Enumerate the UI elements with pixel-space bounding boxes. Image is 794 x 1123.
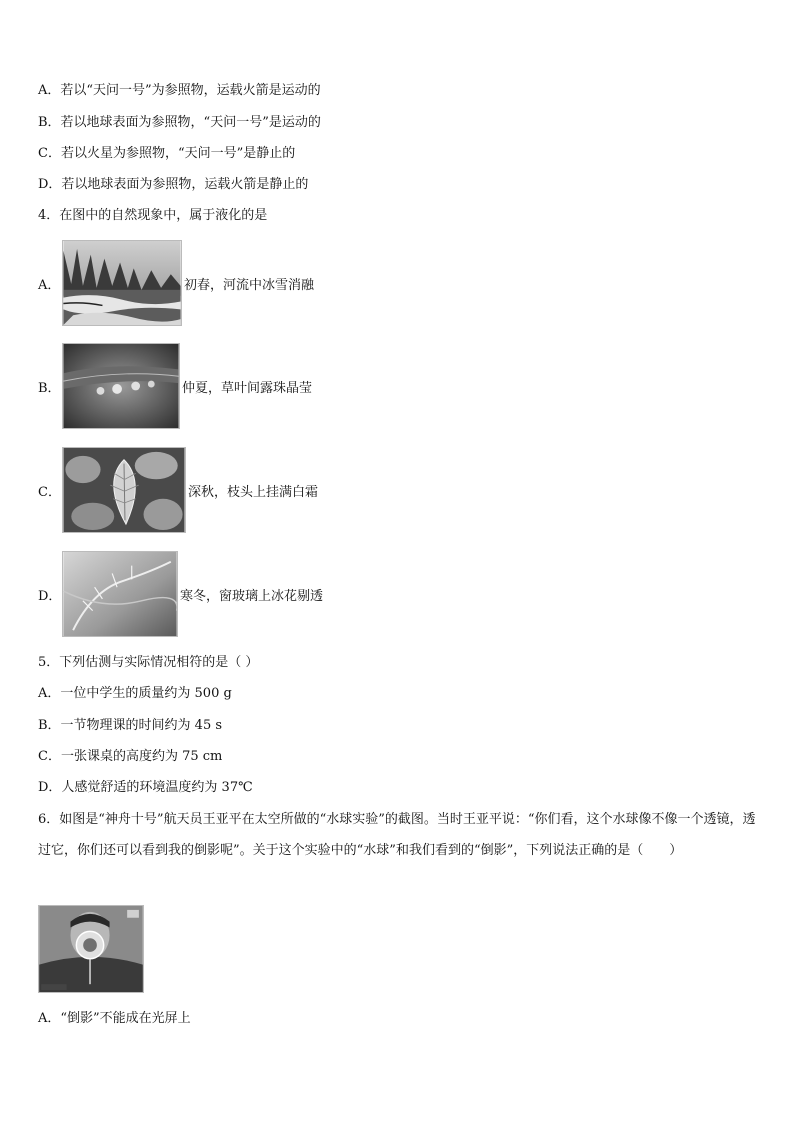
q4-option-a-label: A．: [38, 277, 61, 293]
q5-option-c: C．一张课桌的高度约为 75 cm: [38, 749, 223, 764]
q6-option-a: A．“倒影”不能成在光屏上: [38, 1011, 191, 1026]
q4-option-c: [38, 447, 318, 533]
river-ice-melting-photo: [62, 240, 182, 326]
q4-option-d: [38, 551, 323, 637]
q4-option-d-label: D．: [38, 588, 62, 604]
q4-option-c-text: 深秋，枝头上挂满白霜: [188, 484, 319, 500]
q5-stem: 5．下列估测与实际情况相符的是（ ）: [38, 655, 259, 670]
astronaut-water-ball-photo: [38, 905, 144, 993]
q4-option-a-text: 初春，河流中冰雪消融: [184, 277, 315, 293]
q4-option-d-text: 寒冬，窗玻璃上冰花剔透: [180, 588, 324, 604]
q4-option-c-label: C．: [38, 484, 61, 500]
q4-option-b-label: B．: [38, 380, 61, 396]
window-ice-pattern-photo: [62, 551, 178, 637]
dew-on-leaf-photo: [62, 343, 180, 429]
q3-option-d: D．若以地球表面为参照物，运载火箭是静止的: [38, 177, 309, 192]
q3-option-c: C．若以火星为参照物，“天问一号”是静止的: [38, 146, 296, 161]
q3-option-a: A．若以“天问一号”为参照物，运载火箭是运动的: [38, 83, 321, 98]
q4-option-a: [38, 240, 314, 326]
q5-option-d: D．人感觉舒适的环境温度约为 37℃: [38, 780, 253, 795]
q4-option-b: [38, 343, 312, 429]
q4-stem: 4．在图中的自然现象中，属于液化的是: [38, 208, 268, 223]
q4-option-b-text: 仲夏，草叶间露珠晶莹: [182, 380, 313, 396]
q6-stem: 6．如图是“神舟十号”航天员王亚平在太空所做的“水球实验”的截图。当时王亚平说：“你们看，这个水球像不像一个透镜，透过它，你们还可以看到我的倒影呢”。关于这个实验中的“水球”和我们看到的“倒影”，下列说法正确的是（ ）: [38, 812, 756, 858]
q3-option-b: B．若以地球表面为参照物，“天问一号”是运动的: [38, 115, 321, 130]
q5-option-b: B．一节物理课的时间约为 45 s: [38, 718, 223, 733]
frost-on-leaves-photo: [62, 447, 186, 533]
q5-option-a: A．一位中学生的质量约为 500 g: [38, 686, 232, 701]
